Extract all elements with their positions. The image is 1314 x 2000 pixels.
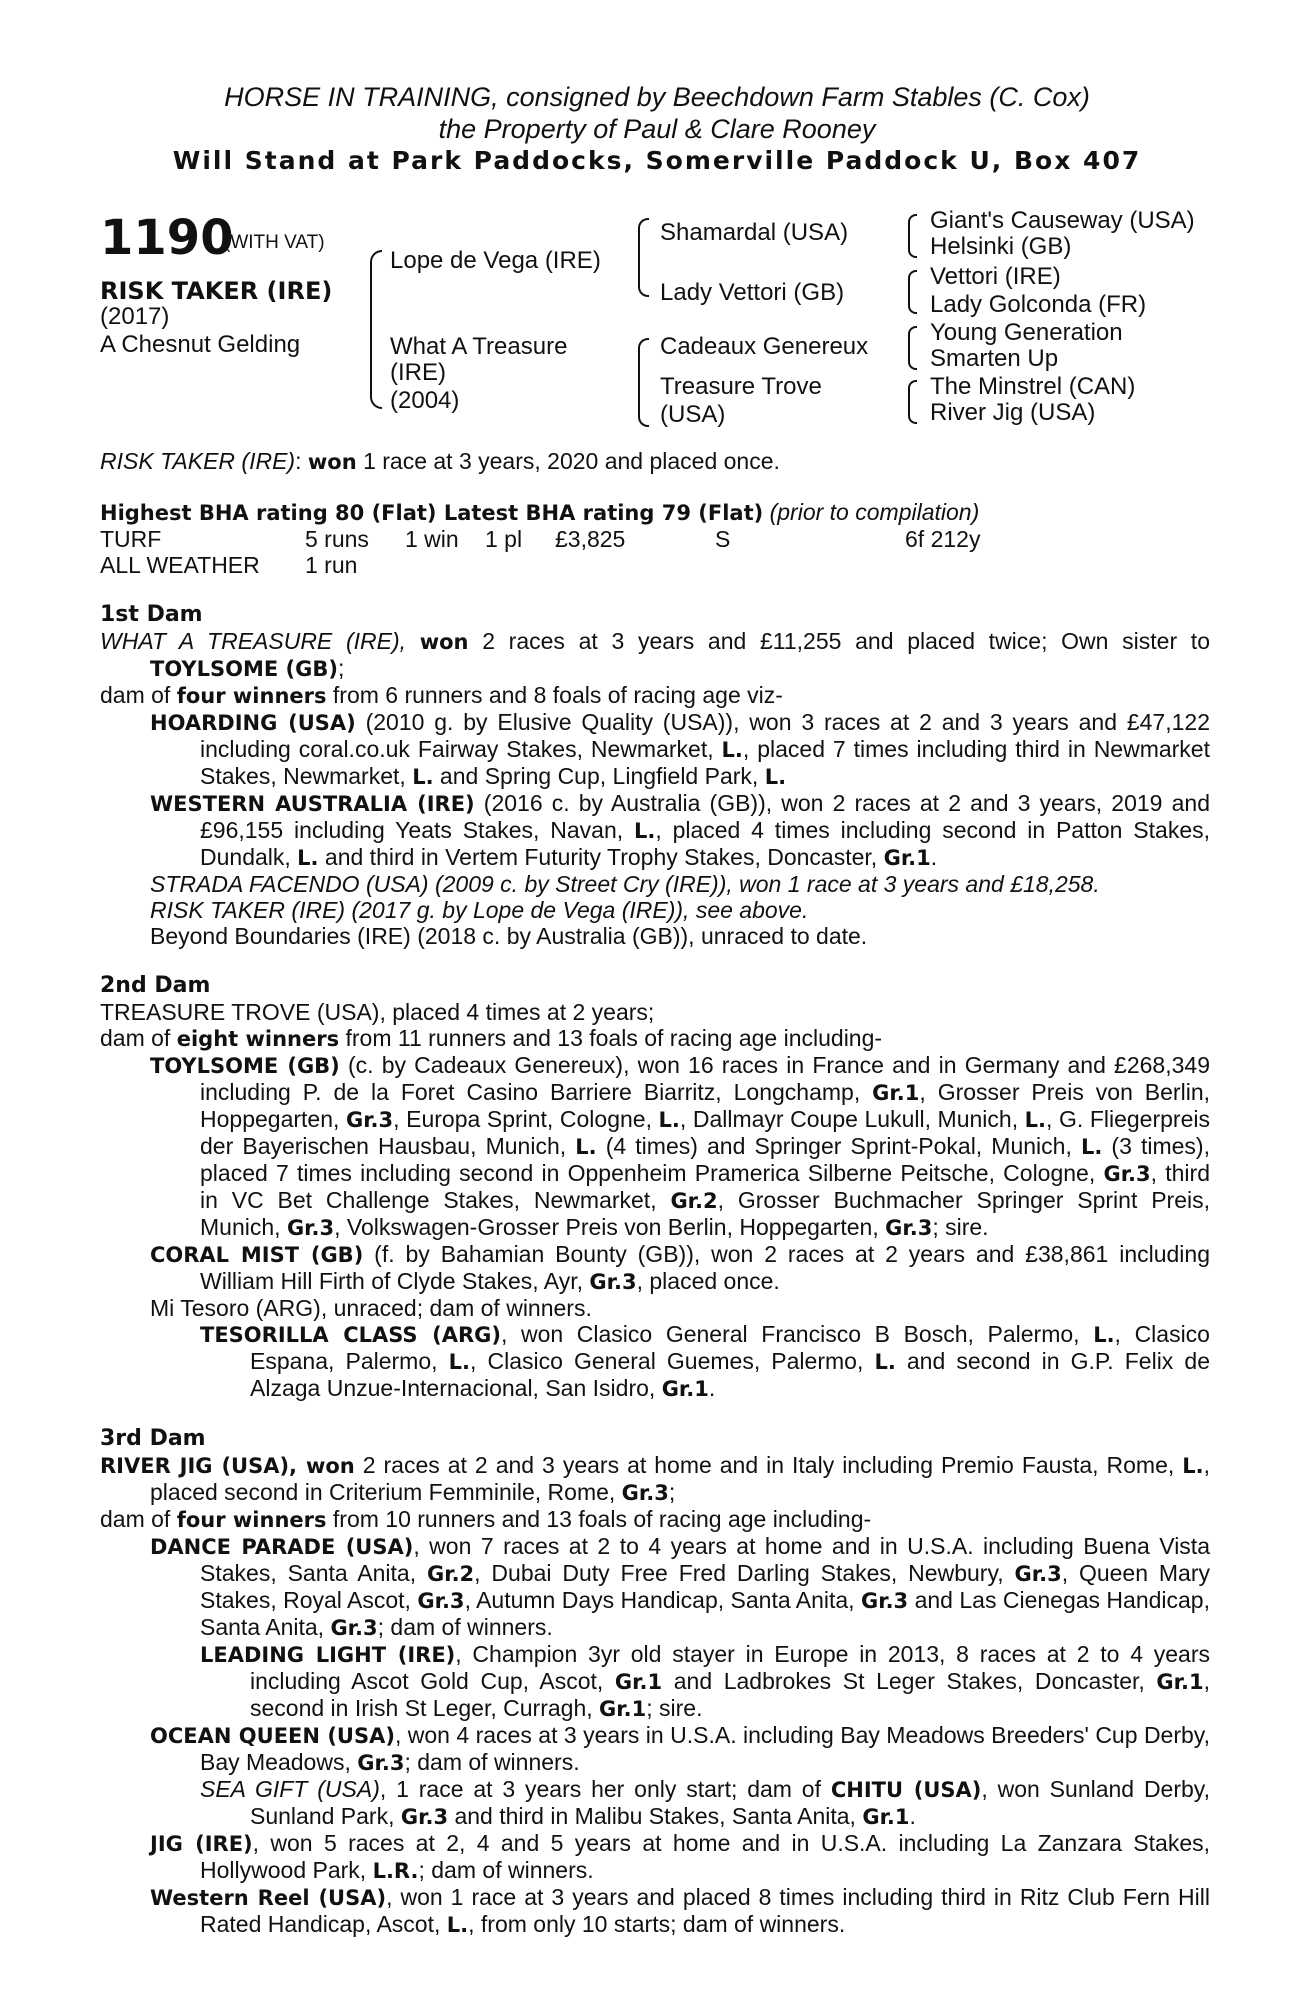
sire-sire: Shamardal (USA) [660,219,849,246]
dam1-beyond: Beyond Boundaries (IRE) (2018 c. by Australia (GB)), unraced to date. [150,923,868,949]
horse-name: RISK TAKER (IRE) [100,277,333,305]
dam2-summary: TREASURE TROVE (USA), placed 4 times at 2 years; [100,999,655,1025]
dam1-heading: 1st Dam [100,602,203,627]
dam3-leading-light: LEADING LIGHT (IRE), Champion 3yr old stayer in Europe in 2013, 8 races at 2 to 4 years including Ascot Gold Cup, Ascot, Gr.1 and Ladbrokes St Leger Stakes, Doncaster, Gr.1, second in Irish St Leger, Curragh, Gr.1; sire. [200,1641,1210,1721]
sire: Lope de Vega (IRE) [390,247,601,274]
dam1-risk: RISK TAKER (IRE) (2017 g. by Lope de Vega (IRE)), see above. [150,897,809,923]
dam3-heading: 3rd Dam [100,1426,206,1451]
dam-dam-line2: (USA) [660,401,726,428]
dam1-hoarding: HOARDING (USA) (2010 g. by Elusive Quality (USA)), won 3 races at 2 and 3 years and £47,122 including coral.co.uk Fairway Stakes, Newmarket, L., placed 7 times including third in Newmarket Stakes, Newmarket, L. and Spring Cup, Lingfield Park, L. [150,709,1210,789]
dss: Young Generation [930,319,1123,346]
dam3-jig: JIG (IRE), won 5 races at 2, 4 and 5 years at home and in U.S.A. including La Zanzara Stakes, Hollywood Park, L.R.; dam of winners. [150,1830,1211,1883]
consignor-line: HORSE IN TRAINING, consigned by Beechdown Farm Stables (C. Cox) [224,82,1090,112]
dam3-sea-gift: SEA GIFT (USA), 1 race at 3 years her only start; dam of CHITU (USA), won Sunland Derby, Sunland Park, Gr.3 and third in Malibu Stakes, Santa Anita, Gr.1. [200,1776,1210,1829]
dam1-western-australia: WESTERN AUSTRALIA (IRE) (2016 c. by Australia (GB)), won 2 races at 2 and 3 years, 2019 and £96,155 including Yeats Stakes, Navan, L., placed 4 times including second in Patton Stakes, Dundalk, L. and third in Vertem Futurity Trophy Stakes, Doncaster, Gr.1. [150,790,1210,870]
ddd: River Jig (USA) [930,399,1096,426]
dam-sire: Cadeaux Genereux [660,333,869,360]
dam-line1: What A Treasure [390,333,568,360]
dam2-coral-mist: CORAL MIST (GB) (f. by Bahamian Bounty (GB)), won 2 races at 2 years and £38,861 including William Hill Firth of Clyde Stakes, Ayr, Gr.3, placed once. [150,1241,1210,1294]
rating-line: Highest BHA rating 80 (Flat) Latest BHA rating 79 (Flat) (prior to compilation) [100,499,980,525]
dam3-western-reel: Western Reel (USA), won 1 race at 3 years and placed 8 times including third in Ritz Club Fern Hill Rated Handicap, Ascot, L., from only 10 starts; dam of winners. [150,1884,1210,1937]
ssd: Helsinki (GB) [930,233,1072,260]
form-turf: TURF 5 runs 1 win 1 pl £3,825 S 6f 212y [100,526,981,552]
dam-line3: (2004) [390,387,460,414]
dam3-ocean-queen: OCEAN QUEEN (USA), won 4 races at 3 years in U.S.A. including Bay Meadows Breeders' Cup Derby, Bay Meadows, Gr.3; dam of winners. [150,1722,1210,1775]
catalogue-body [100,448,1210,1938]
dam3-produce: dam of four winners from 10 runners and 13 foals of racing age including- [100,1506,872,1532]
dam2-produce: dam of eight winners from 11 runners and 13 foals of racing age including- [100,1025,883,1051]
sss: Giant's Causeway (USA) [930,207,1195,234]
sdd: Lady Golconda (FR) [930,291,1147,318]
dam-brace [638,338,649,427]
brace-4 [908,214,917,258]
dam3-summary: RIVER JIG (USA), won 2 races at 2 and 3 years at home and in Italy including Premio Fausta, Rome, L., placed second in Criterium Femminile, Rome, Gr.3; [100,1452,1210,1505]
brace-5 [908,270,917,314]
dam-line2: (IRE) [390,359,446,386]
race-summary: RISK TAKER (IRE): won 1 race at 3 years, 2020 and placed once. [100,448,780,474]
dam1-produce: dam of four winners from 6 runners and 8 foals of racing age viz- [100,682,783,708]
foaling-year: (2017) [100,303,170,330]
dam2-mi-tesoro: Mi Tesoro (ARG), unraced; dam of winners. [150,1295,592,1321]
location-line: Will Stand at Park Paddocks, Somerville Paddock U, Box 407 [172,146,1142,175]
dam1-summary: WHAT A TREASURE (IRE), won 2 races at 3 years and £11,255 and placed twice; Own sister to TOYLSOME (GB); [100,628,1210,681]
dsd: Smarten Up [930,345,1059,372]
dam1-strada: STRADA FACENDO (USA) (2009 c. by Street Cry (IRE)), won 1 race at 3 years and £18,258. [150,871,1100,897]
dam2-heading: 2nd Dam [100,973,211,998]
dam2-toylsome: TOYLSOME (GB) (c. by Cadeaux Genereux), won 16 races in France and in Germany and £268,349 including P. de la Foret Casino Barriere Biarritz, Longchamp, Gr.1, Grosser Preis von Berlin, Hoppegarten, Gr.3, Europa Sprint, Cologne, L., Dallmayr Coupe Lukull, Munich, L., G. Fliegerpreis der Bayerischen Hausbau, Munich, L. (4 times) and Springer Sprint-Pokal, Munich, L. (3 times), placed 7 times including second in Oppenheim Pramerica Silberne Peitsche, Cologne, Gr.3, third in VC Bet Challenge Stakes, Newmarket, Gr.2, Grosser Buchmacher Springer Sprint Preis, Munich, Gr.3, Volkswagen-Grosser Preis von Berlin, Hoppegarten, Gr.3; sire. [150,1052,1210,1240]
brace-7 [908,380,917,424]
vat-label: (WITH VAT) [224,232,325,253]
sire-brace [638,218,649,297]
dds: The Minstrel (CAN) [930,373,1136,400]
owner-line: the Property of Paul & Clare Rooney [438,114,876,144]
sds: Vettori (IRE) [930,263,1061,290]
form-aw: ALL WEATHER 1 run [100,552,358,578]
sire-dam: Lady Vettori (GB) [660,279,845,306]
dam2-tesorilla: TESORILLA CLASS (ARG), won Clasico General Francisco B Bosch, Palermo, L., Clasico Espana, Palermo, L., Clasico General Guemes, Palermo, L. and second in G.P. Felix de Alzaga Unzue-Internacional, San Isidro, Gr.1. [200,1321,1210,1401]
dam-dam-line1: Treasure Trove [660,373,822,400]
pedigree-brace [370,250,382,409]
lot-number: 1190 [100,210,234,266]
dam3-dance-parade: DANCE PARADE (USA), won 7 races at 2 to 4 years at home and in U.S.A. including Buena Vista Stakes, Santa Anita, Gr.2, Dubai Duty Free Fred Darling Stakes, Newbury, Gr.3, Queen Mary Stakes, Royal Ascot, Gr.3, Autumn Days Handicap, Santa Anita, Gr.3 and Las Cienegas Handicap, Santa Anita, Gr.3; dam of winners. [150,1533,1210,1640]
horse-description: A Chesnut Gelding [100,331,301,358]
brace-6 [908,326,917,370]
